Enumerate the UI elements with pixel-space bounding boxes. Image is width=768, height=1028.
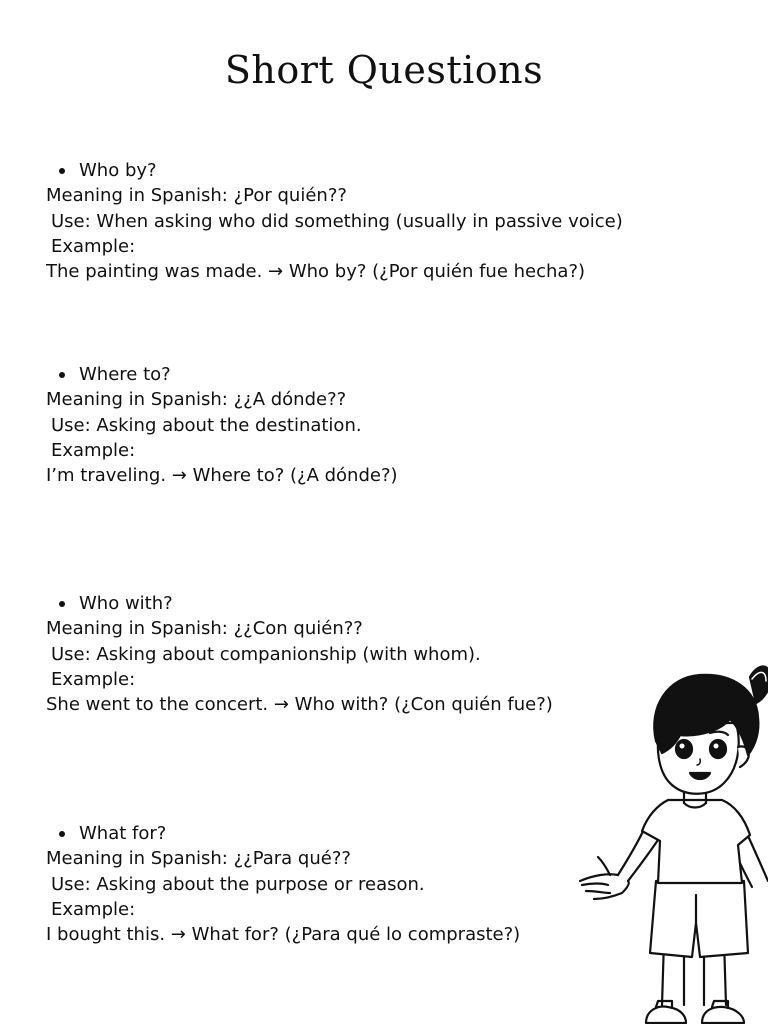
- example-label: Example:: [51, 898, 136, 920]
- use-text: Use: Asking about the purpose or reason.: [51, 873, 425, 895]
- child-figure-icon: [572, 655, 768, 1024]
- question-heading: What for?: [46, 821, 686, 846]
- example-text: She went to the concert. → Who with? (¿Con quién fue?): [46, 694, 553, 716]
- meaning-text: Meaning in Spanish: ¿¿Con quién??: [46, 618, 363, 640]
- meaning-text: Meaning in Spanish: ¿Por quién??: [46, 185, 347, 207]
- example-label: Example:: [51, 235, 136, 257]
- example-label: Example:: [51, 668, 136, 690]
- cartoon-child-illustration: [572, 655, 768, 1024]
- question-section-who-by: [46, 158, 686, 284]
- use-text: Use: Asking about companionship (with whom).: [51, 643, 481, 665]
- question-heading: Where to?: [46, 362, 686, 387]
- example-text: The painting was made. → Who by? (¿Por quién fue hecha?): [46, 261, 586, 283]
- example-label: Example:: [51, 439, 136, 461]
- example-text: I’m traveling. → Where to? (¿A dónde?): [46, 465, 398, 487]
- use-text: Use: Asking about the destination.: [51, 414, 362, 436]
- question-heading: Who by?: [46, 158, 686, 183]
- question-section-where-to: [46, 362, 686, 488]
- question-heading: Who with?: [46, 591, 686, 616]
- page-title: Short Questions: [224, 48, 544, 92]
- use-text: Use: When asking who did something (usually in passive voice): [51, 210, 623, 232]
- meaning-text: Meaning in Spanish: ¿¿A dónde??: [46, 389, 347, 411]
- example-text: I bought this. → What for? (¿Para qué lo compraste?): [46, 924, 521, 946]
- meaning-text: Meaning in Spanish: ¿¿Para qué??: [46, 848, 351, 870]
